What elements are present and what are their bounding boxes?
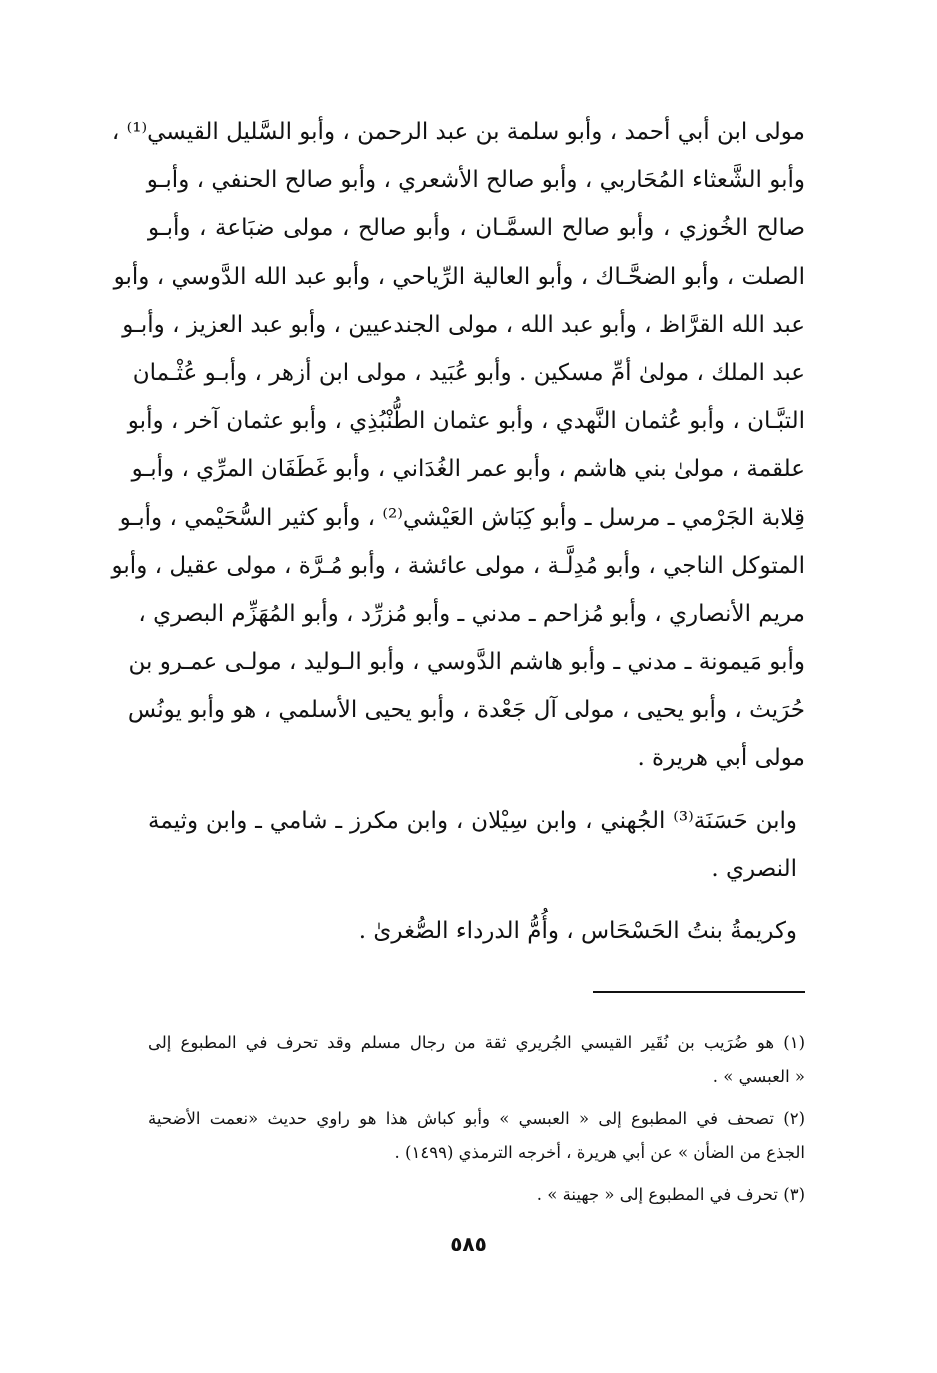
footnote-2 bbox=[148, 1102, 805, 1170]
text-line: وأبو مَيمونة ـ مدني ـ وأبو هاشم الدَّوسي ، وأبو الـوليد ، مولـى عمـرو بن bbox=[128, 649, 805, 676]
paragraph-3 bbox=[148, 907, 805, 955]
text-line: الصلت ، وأبو الضحَّـاك ، وأبو العالية الرِّياحي ، وأبو عبد الله الدَّوسي ، وأبو bbox=[113, 263, 805, 290]
paragraph-1 bbox=[111, 108, 805, 783]
text-line: مولى أبي هريرة . bbox=[637, 745, 805, 772]
text-line: وابن حَسَنَة⁽³⁾ الجُهني ، وابن سِيْلان ، وابن مكرز ـ شامي ـ وابن وثيمة bbox=[148, 807, 798, 834]
text-line: وكريمةُ بنتُ الحَسْحَاس ، وأُمُّ الدرداء الصُّغرىٰ . bbox=[358, 918, 797, 944]
text-line: وأبو الشَّعثاء المُحَاربي ، وأبو صالح الأشعري ، وأبو صالح الحنفي ، وأبـو bbox=[146, 167, 805, 194]
footnote-line: الجذع من الضأن » عن أبي هريرة ، أخرجه الترمذي (١٤٩٩) . bbox=[394, 1143, 805, 1162]
text-line: قِلابة الجَرْمي ـ مرسل ـ وأبو كِبَاش العَيْشي⁽²⁾ ، وأبو كثير السُّحَيْمي ، وأبـو bbox=[119, 504, 805, 531]
footnote-line: (١) هو ضُرَيب بن نُقَير القيسي الجُريري ثقة من رجال مسلم وقد تحرف في المطبوع إلى bbox=[148, 1033, 805, 1052]
footnote-1 bbox=[148, 1026, 805, 1094]
page-number: ٥٨٥ bbox=[450, 1232, 487, 1256]
text-line: صالح الخُوزي ، وأبو صالح السمَّـان ، وأبو صالح ، مولى ضبَاعة ، وأبـو bbox=[148, 215, 805, 242]
text-line: مولى ابن أبي أحمد ، وأبو سلمة بن عبد الرحمن ، وأبو السَّليل القيسي⁽¹⁾ ، bbox=[111, 119, 805, 145]
paragraph-2 bbox=[148, 797, 805, 893]
main-text bbox=[111, 108, 805, 955]
footnote-line: (٣) تحرف في المطبوع إلى « جهينة » . bbox=[536, 1185, 805, 1204]
footnote-line: « العبسي » . bbox=[712, 1067, 805, 1086]
text-line: حُرَيث ، وأبو يحيى ، مولى آل جَعْدة ، وأبو يحيى الأسلمي ، هو وأبو يونُس bbox=[127, 697, 805, 724]
text-line: مريم الأنصاري ، وأبو مُزاحم ـ مدني ـ وأبو مُزرِّد ، وأبو المُهَزِّم البصري ، bbox=[138, 600, 805, 627]
footnote-line: (٢) تصحف في المطبوع إلى « العبسي » وأبو كباش هذا هو راوي حديث «نعمت الأضحية bbox=[148, 1109, 805, 1128]
footnote-separator bbox=[593, 991, 805, 993]
text-line: عبد الله القرَّاظ ، وأبو عبد الله ، مولى الجندعيين ، وأبو عبد العزيز ، وأبـو bbox=[122, 311, 805, 338]
text-line: علقمة ، مولىٰ بني هاشم ، وأبو عمر الغُدَاني ، وأبو غَطَفَان المرِّي ، وأبـو bbox=[131, 456, 805, 483]
paragraph-gap bbox=[148, 783, 805, 797]
footnotes bbox=[148, 1026, 805, 1212]
text-line: التبَّـان ، وأبو عُثمان النَّهدي ، وأبو عثمان الطُّنْبُذِي ، وأبو عثمان آخر ، وأبو bbox=[127, 408, 805, 435]
text-line: عبد الملك ، مولىٰ أمِّ مسكين . وأبو عُبَيد ، مولى ابن أزهر ، وأبـو عُثْـمان bbox=[132, 359, 805, 386]
text-line: المتوكل الناجي ، وأبو مُدِلَّـة ، مولى عائشة ، وأبو مُـرَّة ، مولى عقيل ، وأبو bbox=[111, 552, 805, 579]
text-line: النصري . bbox=[711, 855, 797, 882]
footnote-3 bbox=[148, 1178, 805, 1212]
footnote-gap bbox=[148, 1094, 805, 1102]
paragraph-gap bbox=[148, 893, 805, 907]
footnote-gap bbox=[148, 1170, 805, 1178]
